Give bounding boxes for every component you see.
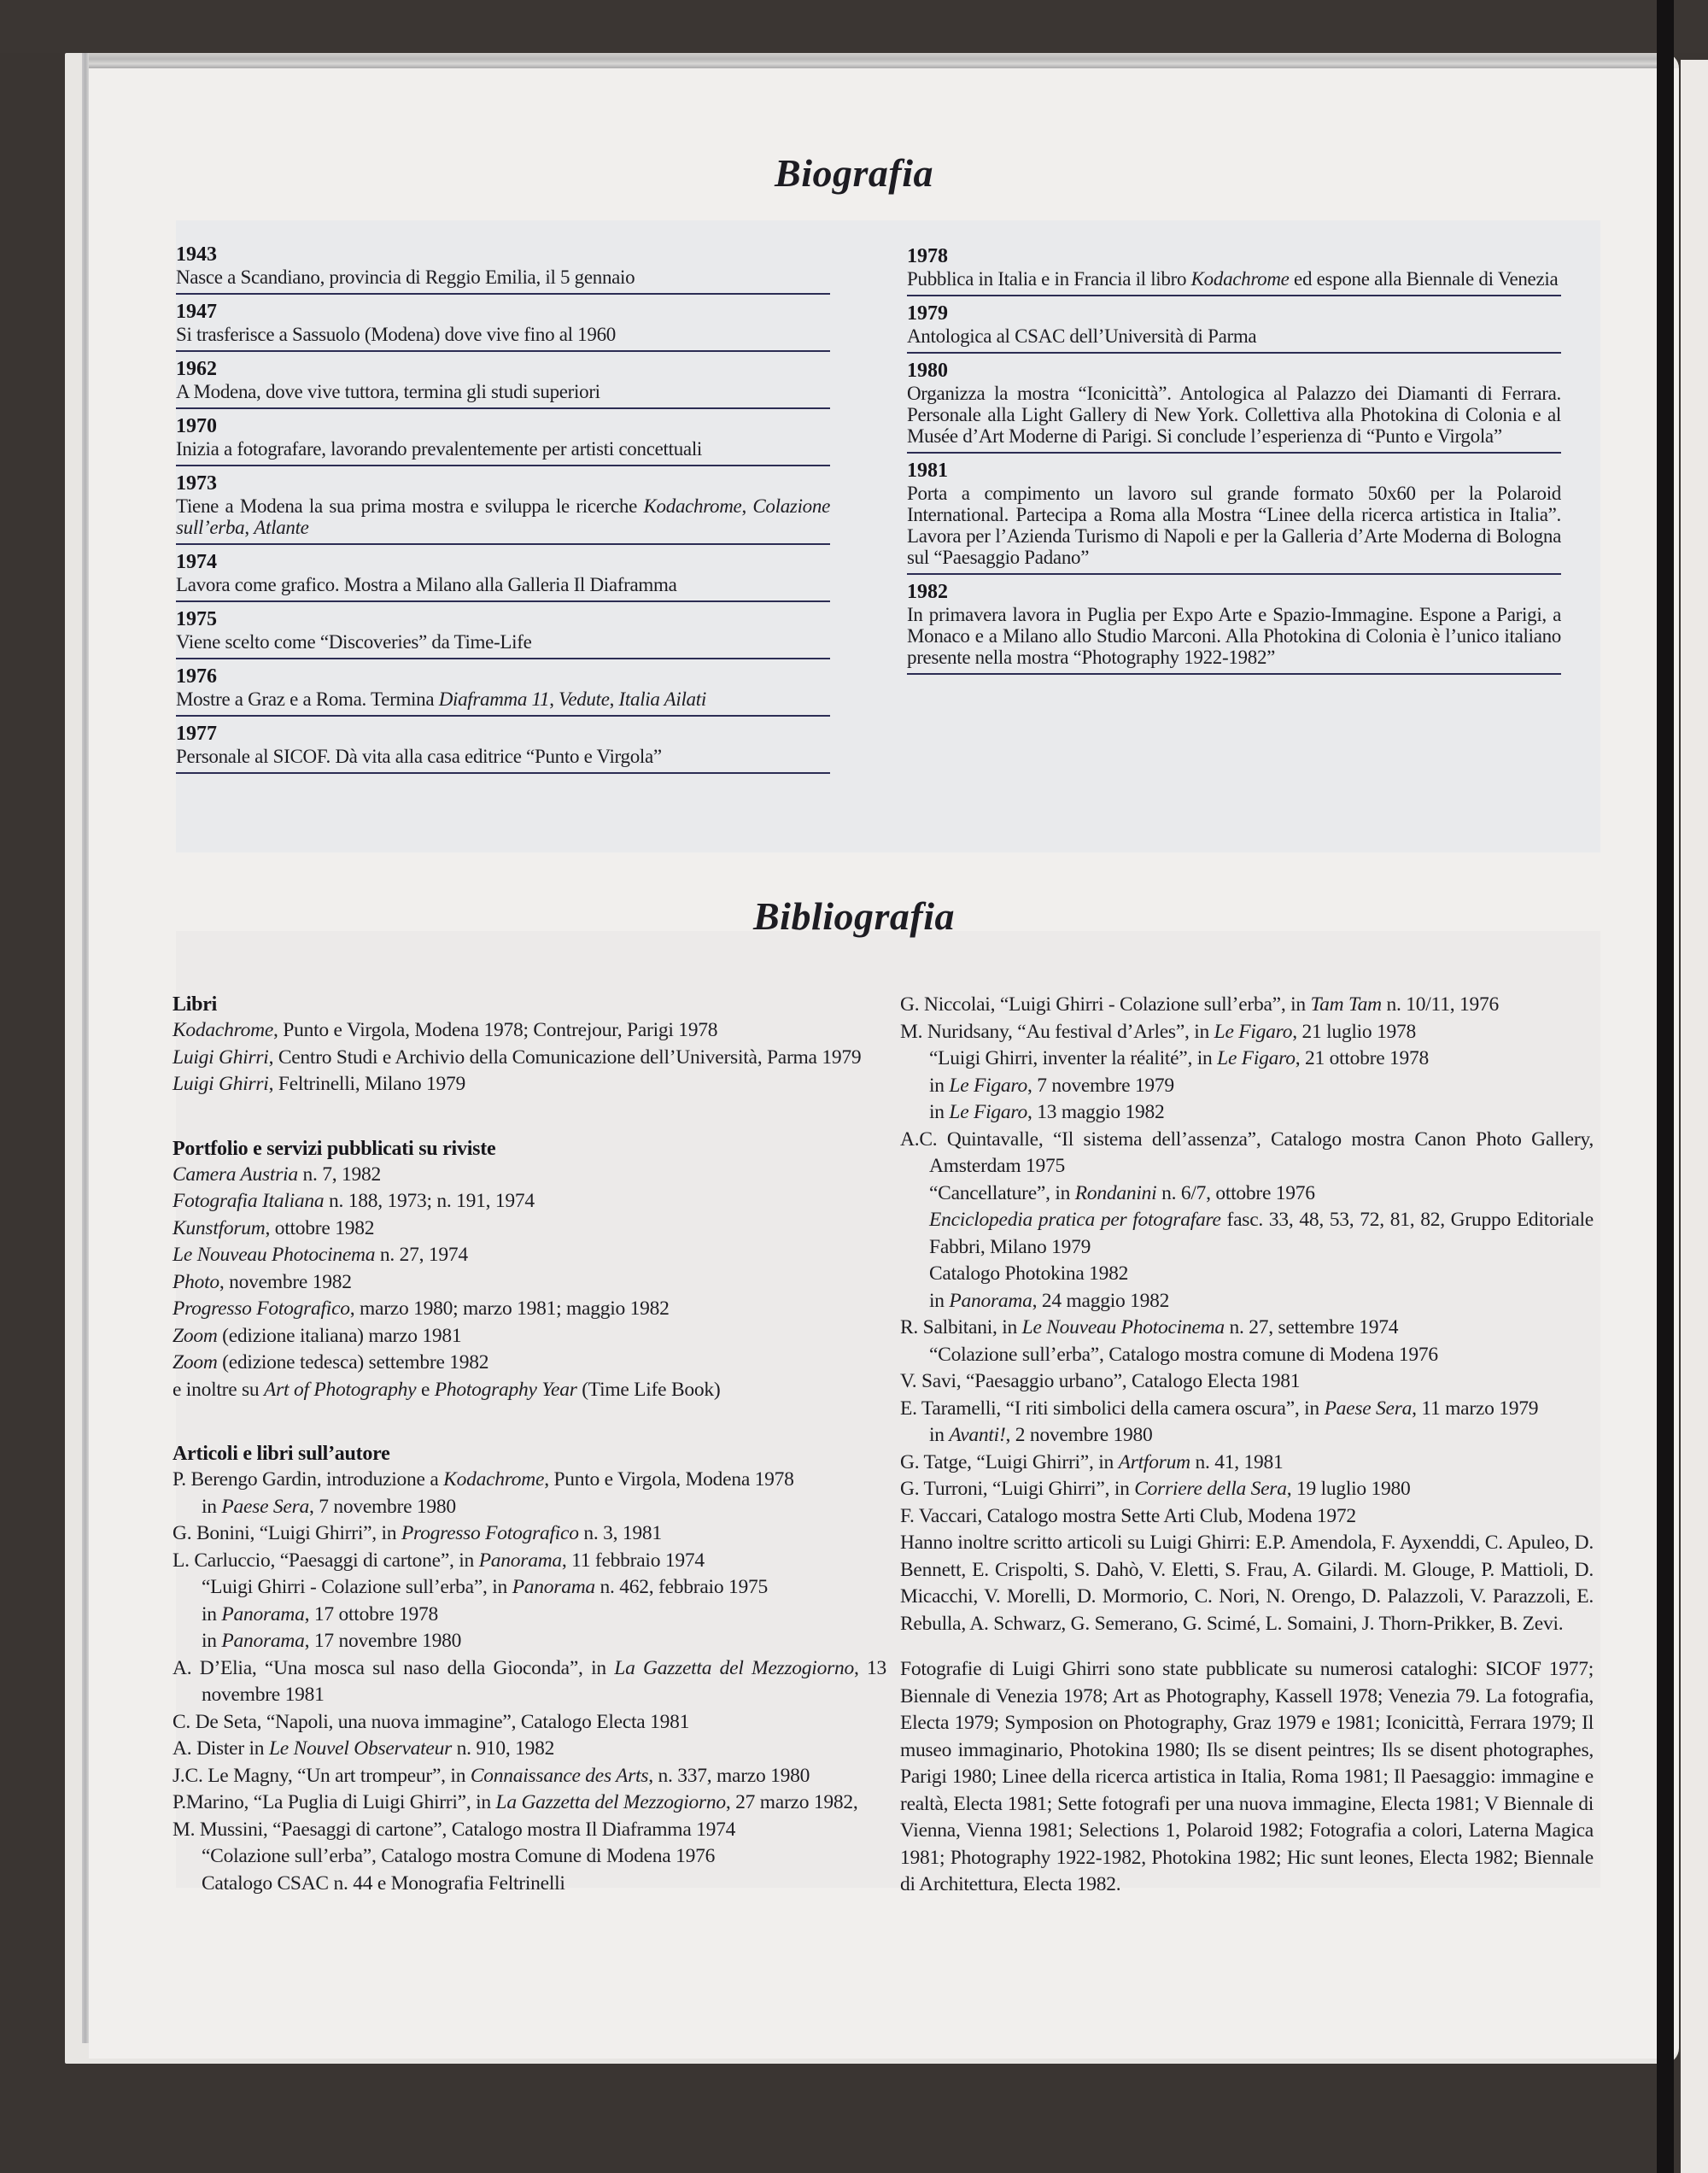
bio-description bbox=[907, 383, 1561, 447]
text-run: , 11 marzo 1979 bbox=[1412, 1397, 1539, 1420]
italic-title: Progresso Fotografico bbox=[173, 1297, 350, 1320]
text-run: A. D’Elia, “Una mosca sul naso della Gioconda”, in bbox=[173, 1656, 615, 1679]
bib-sub-entry bbox=[900, 1261, 1594, 1288]
italic-title: Kodachrome bbox=[443, 1468, 545, 1491]
bio-description bbox=[907, 268, 1561, 290]
italic-title: Paese Sera bbox=[1324, 1397, 1413, 1420]
italic-title: Le Figaro bbox=[949, 1101, 1027, 1123]
text-run: Catalogo Photokina 1982 bbox=[929, 1262, 1129, 1285]
italic-title: Kodachrome bbox=[173, 1019, 274, 1041]
bio-year: 1970 bbox=[176, 415, 217, 437]
bio-description bbox=[176, 574, 830, 595]
bib-entry bbox=[173, 1242, 886, 1269]
italic-title: Le Nouvel Observateur bbox=[268, 1737, 452, 1760]
page-stack-left bbox=[82, 53, 89, 2043]
text-run: G. Tatge, “Luigi Ghirri”, in bbox=[900, 1450, 1119, 1473]
bib-sub-entry bbox=[900, 1073, 1594, 1100]
italic-title: Le Nouveau Photocinema bbox=[173, 1244, 376, 1266]
italic-title: La Gazzetta del Mezzogiorno bbox=[495, 1791, 726, 1813]
bio-entry-1975 bbox=[176, 607, 830, 659]
italic-title: Photo bbox=[173, 1270, 219, 1293]
italic-title: Le Figaro bbox=[1217, 1047, 1296, 1069]
bio-entry-1947 bbox=[176, 300, 830, 352]
italic-title: Le Figaro bbox=[1214, 1020, 1293, 1043]
text-run: Fotografie di Luigi Ghirri sono state pubblicate su numerosi cataloghi: SICOF 1977; Biennale di Venezia 1978; Art as Photography, Kassell 1978; Venezia 79. La fotografia, Electa 1979; Symposion on Photography, Graz 1979 e 1981; Iconicittà, Ferrara 1979; Il museo immaginario, Photokina 1980; Ils se disent peintres; Ils se disent photographes, Parigi 1980; Linee della ricerca artistica in Italia, Roma 1981; Il Paesaggio: immagine e realtà, Electa 1981; Sette fotografi per una nuova immagine, Electa 1981; V Biennale di Vienna, Vienna 1981; Selections 1, Polaroid 1982; Fotografia a colori, Laterna Magica 1981; Photography 1922-1982, Photokina 1982; Hic sunt leones, Electa 1982; Biennale di Architettura, Electa 1982. bbox=[900, 1658, 1594, 1895]
facing-page-edge bbox=[1681, 60, 1708, 2173]
text-run: Nasce a Scandiano, provincia di Reggio Emilia, il 5 gennaio bbox=[176, 266, 635, 288]
bio-year: 1943 bbox=[176, 243, 217, 266]
text-run: , 21 ottobre 1978 bbox=[1295, 1047, 1430, 1069]
text-run: in bbox=[929, 1424, 950, 1446]
italic-title: Le Figaro bbox=[949, 1074, 1027, 1097]
bio-year: 1979 bbox=[907, 302, 948, 325]
bib-entry bbox=[173, 1350, 886, 1377]
bib-entry bbox=[900, 1315, 1594, 1342]
bio-description bbox=[176, 324, 830, 345]
text-run: , bbox=[244, 517, 254, 538]
italic-title: Kodachrome bbox=[1190, 268, 1290, 290]
text-run: ed espone alla Biennale di Venezia bbox=[1289, 268, 1559, 290]
text-run: , Centro Studi e Archivio della Comunicazione dell’Università, Parma 1979 bbox=[268, 1046, 862, 1069]
bib-entry bbox=[900, 1019, 1594, 1046]
italic-title: Fotografia Italiana bbox=[173, 1190, 325, 1212]
biografia-right-column bbox=[907, 244, 1561, 680]
text-run: , n. 337, marzo 1980 bbox=[648, 1764, 810, 1787]
text-run: n. 7, 1982 bbox=[297, 1163, 381, 1186]
bib-paragraph bbox=[900, 1656, 1594, 1899]
italic-title: Panorama bbox=[512, 1576, 595, 1598]
text-run: E. Taramelli, “I riti simbolici della camera oscura”, in bbox=[900, 1397, 1325, 1420]
bib-entry bbox=[900, 1396, 1594, 1423]
text-run: (Time Life Book) bbox=[576, 1378, 721, 1401]
bio-description bbox=[176, 631, 830, 653]
italic-title: Artforum bbox=[1118, 1450, 1190, 1473]
text-run: Pubblica in Italia e in Francia il libro bbox=[907, 268, 1191, 290]
biografia-left-column bbox=[176, 243, 830, 779]
text-run: F. Vaccari, Catalogo mostra Sette Arti Club, Modena 1972 bbox=[900, 1504, 1356, 1527]
text-run: V. Savi, “Paesaggio urbano”, Catalogo Electa 1981 bbox=[900, 1370, 1301, 1392]
bib-sub-entry bbox=[900, 1099, 1594, 1127]
text-run: Personale al SICOF. Dà vita alla casa editrice “Punto e Virgola” bbox=[176, 746, 662, 767]
spacer bbox=[173, 1098, 886, 1136]
bib-sub-entry bbox=[900, 1180, 1594, 1208]
text-run: A.C. Quintavalle, “Il sistema dell’assenza”, Catalogo mostra Canon Photo Gallery, Amsterdam 1975 bbox=[900, 1128, 1594, 1177]
text-run: Hanno inoltre scritto articoli su Luigi Ghirri: E.P. Amendola, F. Ayxenddi, C. Apuleo, D. Bennett, E. Crispolti, S. Dahò, V. Eletti, S. Frau, A. Gilardi. M. Glouge, P. Mattioli, D. Micacchi, V. Morelli, D. Mormorio, C. Nori, N. Orengo, D. Palazzoli, V. Parazzoli, E. Rebulla, A. Schwarz, G. Semerano, G. Scimé, L. Somaini, J. Thorn-Prikker, B. Zevi. bbox=[900, 1532, 1594, 1635]
text-run: , Punto e Virgola, Modena 1978; Contrejour, Parigi 1978 bbox=[273, 1019, 718, 1041]
text-run: , 13 maggio 1982 bbox=[1027, 1101, 1165, 1123]
bib-entry bbox=[173, 1520, 886, 1548]
bib-entry bbox=[173, 1188, 886, 1215]
bib-entry bbox=[173, 1269, 886, 1297]
biografia-title: Biografia bbox=[775, 151, 933, 195]
bib-sub-entry bbox=[173, 1602, 886, 1629]
text-run: fasc. 33, 48, 53, 72, 81, 82, Gruppo Editoriale Fabbri, Milano 1979 bbox=[929, 1209, 1594, 1258]
text-run: n. 41, 1981 bbox=[1190, 1450, 1284, 1473]
text-run: n. 462, febbraio 1975 bbox=[594, 1576, 768, 1598]
bib-sub-entry bbox=[173, 1843, 886, 1871]
text-run: Porta a compimento un lavoro sul grande formato 50x60 per la Polaroid International. Partecipa a Roma alla Mostra “Linee della ricerca artistica in Italia”. Lavora per l’Azienda Turismo di Napoli e per la Galleria d’Arte Moderna di Bologna sul “Paesaggio Padano” bbox=[907, 483, 1561, 568]
bib-entry bbox=[173, 1215, 886, 1243]
bib-entry bbox=[173, 1296, 886, 1323]
text-run: “Colazione sull’erba”, Catalogo mostra Comune di Modena 1976 bbox=[202, 1845, 716, 1867]
page-stack-top bbox=[82, 53, 1670, 68]
bib-sub-entry bbox=[900, 1046, 1594, 1073]
text-run: n. 6/7, ottobre 1976 bbox=[1156, 1181, 1315, 1204]
bib-sub-entry bbox=[900, 1342, 1594, 1369]
italic-title: Atlante bbox=[254, 517, 309, 538]
text-run: n. 188, 1973; n. 191, 1974 bbox=[324, 1190, 535, 1212]
bib-sub-entry bbox=[173, 1628, 886, 1655]
text-run: A. Dister in bbox=[173, 1737, 269, 1760]
italic-title: Connaissance des Arts bbox=[470, 1764, 649, 1787]
text-run: “Luigi Ghirri, inventer la réalité”, in bbox=[929, 1047, 1218, 1069]
text-run: e bbox=[416, 1378, 435, 1401]
bib-entry bbox=[173, 1789, 886, 1817]
text-run: (edizione italiana) marzo 1981 bbox=[217, 1324, 462, 1347]
text-run: , bbox=[609, 688, 619, 710]
text-run: G. Niccolai, “Luigi Ghirri - Colazione sull’erba”, in bbox=[900, 993, 1311, 1016]
bio-description bbox=[176, 438, 830, 460]
text-run: R. Salbitani, in bbox=[900, 1316, 1022, 1338]
bib-entry bbox=[173, 1817, 886, 1844]
text-run: “Luigi Ghirri - Colazione sull’erba”, in bbox=[202, 1576, 512, 1598]
bio-entry-1943 bbox=[176, 243, 830, 295]
text-run: Antologica al CSAC dell’Università di Parma bbox=[907, 325, 1257, 347]
text-run: Organizza la mostra “Iconicittà”. Antologica al Palazzo dei Diamanti di Ferrara. Personale alla Light Gallery di New York. Collettiva alla Photokina di Colonia e al Musée d’Art Moderne di Parigi. Si conclude l’esperienza di “Punto e Virgola” bbox=[907, 383, 1561, 447]
italic-title: Panorama bbox=[221, 1630, 305, 1652]
text-run: “Cancellature”, in bbox=[929, 1181, 1075, 1204]
italic-title: Kodachrome bbox=[643, 495, 742, 517]
bib-entry bbox=[173, 1709, 886, 1737]
bib-sub-entry bbox=[173, 1494, 886, 1521]
bib-entry bbox=[900, 992, 1594, 1019]
bib-entry bbox=[173, 1736, 886, 1763]
bib-entry bbox=[173, 1071, 886, 1098]
italic-title: Corriere della Sera bbox=[1134, 1478, 1287, 1500]
italic-title: Zoom bbox=[173, 1351, 218, 1374]
bio-year: 1977 bbox=[176, 723, 217, 745]
text-run: in bbox=[929, 1101, 950, 1123]
text-run: n. 27, 1974 bbox=[375, 1244, 468, 1266]
bio-year: 1981 bbox=[907, 460, 948, 482]
text-run: , marzo 1980; marzo 1981; maggio 1982 bbox=[349, 1297, 670, 1320]
bib-entry bbox=[173, 1655, 886, 1709]
text-run: , novembre 1982 bbox=[219, 1270, 352, 1293]
text-run: , 24 maggio 1982 bbox=[1032, 1289, 1170, 1312]
scan-background bbox=[0, 0, 1708, 53]
italic-title: Camera Austria bbox=[173, 1163, 298, 1186]
text-run: , 19 luglio 1980 bbox=[1286, 1478, 1411, 1500]
italic-title: Rondanini bbox=[1074, 1181, 1157, 1204]
text-run: n. 10/11, 1976 bbox=[1381, 993, 1499, 1016]
spacer bbox=[173, 1403, 886, 1441]
bio-entry-1977 bbox=[176, 722, 830, 774]
italic-title: Panorama bbox=[949, 1289, 1032, 1312]
italic-title: Panorama bbox=[221, 1602, 305, 1625]
bib-entry bbox=[173, 1467, 886, 1494]
text-run: In primavera lavora in Puglia per Expo Arte e Spazio-Immagine. Espone a Parigi, a Monaco e a Milano allo Studio Marconi. Alla Photokina di Colonia è l’unico italiano presente nella mostra “Photography 1922-1982” bbox=[907, 604, 1561, 668]
bio-entry-1970 bbox=[176, 414, 830, 466]
italic-title: Avanti! bbox=[949, 1424, 1006, 1446]
bib-section-heading: Portfolio e servizi pubblicati su riviste bbox=[173, 1137, 496, 1160]
italic-title: Paese Sera bbox=[221, 1495, 309, 1518]
text-run: in bbox=[202, 1495, 222, 1518]
text-run: J.C. Le Magny, “Un art trompeur”, in bbox=[173, 1764, 471, 1787]
text-run: P.Marino, “La Puglia di Luigi Ghirri”, in bbox=[173, 1791, 496, 1813]
italic-title: Tam Tam bbox=[1310, 993, 1382, 1016]
italic-title: Luigi Ghirri bbox=[173, 1046, 269, 1069]
italic-title: Le Nouveau Photocinema bbox=[1021, 1316, 1225, 1338]
bib-section-heading: Libri bbox=[173, 993, 218, 1016]
bib-entry bbox=[900, 1503, 1594, 1531]
text-run: n. 910, 1982 bbox=[451, 1737, 555, 1760]
bio-year: 1962 bbox=[176, 358, 217, 380]
bio-description bbox=[907, 604, 1561, 668]
bio-description bbox=[907, 325, 1561, 347]
text-run: , Feltrinelli, Milano 1979 bbox=[268, 1073, 466, 1095]
text-run: Viene scelto come “Discoveries” da Time-Life bbox=[176, 631, 532, 653]
text-run: , 21 luglio 1978 bbox=[1292, 1020, 1417, 1043]
bio-entry-1974 bbox=[176, 550, 830, 602]
bib-entry bbox=[173, 1548, 886, 1575]
bio-year: 1980 bbox=[907, 360, 948, 382]
bib-entry bbox=[900, 1127, 1594, 1180]
bio-year: 1982 bbox=[907, 581, 948, 603]
text-run: , bbox=[741, 495, 753, 517]
bib-sub-entry bbox=[900, 1288, 1594, 1315]
bio-entry-1980 bbox=[907, 359, 1561, 454]
bib-entry bbox=[173, 1763, 886, 1790]
text-run: , bbox=[549, 688, 559, 710]
text-run: e inoltre su bbox=[173, 1378, 265, 1401]
spacer bbox=[900, 1637, 1594, 1656]
bio-year: 1978 bbox=[907, 245, 948, 267]
text-run: , ottobre 1982 bbox=[265, 1216, 375, 1239]
text-run: , 7 novembre 1980 bbox=[308, 1495, 456, 1518]
italic-title: Colazione sull’erba bbox=[176, 495, 830, 538]
bib-entry bbox=[900, 1476, 1594, 1503]
text-run: , 17 novembre 1980 bbox=[304, 1630, 462, 1652]
italic-title: Progresso Fotografico bbox=[401, 1522, 579, 1544]
text-run: in bbox=[202, 1602, 222, 1625]
text-run: “Colazione sull’erba”, Catalogo mostra comune di Modena 1976 bbox=[929, 1343, 1438, 1366]
bib-sub-entry bbox=[173, 1574, 886, 1602]
italic-title: Enciclopedia pratica per fotografare bbox=[929, 1209, 1221, 1231]
bio-year: 1976 bbox=[176, 665, 217, 688]
bio-entry-1973 bbox=[176, 472, 830, 545]
text-run: in bbox=[202, 1630, 222, 1652]
bib-entry bbox=[173, 1045, 886, 1072]
bio-description bbox=[176, 266, 830, 288]
bio-year: 1975 bbox=[176, 608, 217, 630]
text-run: , 13 novembre 1981 bbox=[202, 1656, 886, 1706]
bib-entry bbox=[173, 1323, 886, 1350]
bio-year: 1974 bbox=[176, 551, 217, 573]
text-run: in bbox=[929, 1289, 950, 1312]
bio-entry-1976 bbox=[176, 665, 830, 717]
italic-title: Kunstforum bbox=[173, 1216, 266, 1239]
text-run: Lavora come grafico. Mostra a Milano alla Galleria Il Diaframma bbox=[176, 574, 677, 595]
bib-sub-entry bbox=[173, 1871, 886, 1898]
text-run: C. De Seta, “Napoli, una nuova immagine”, Catalogo Electa 1981 bbox=[173, 1710, 690, 1733]
italic-title: Vedute bbox=[559, 688, 610, 710]
bio-year: 1973 bbox=[176, 472, 217, 495]
italic-title: Art of Photography bbox=[264, 1378, 417, 1401]
text-run: Inizia a fotografare, lavorando prevalentemente per artisti concettuali bbox=[176, 438, 702, 460]
bib-section-heading: Articoli e libri sull’autore bbox=[173, 1443, 390, 1465]
bio-description bbox=[176, 495, 830, 538]
text-run: n. 3, 1981 bbox=[578, 1522, 662, 1544]
bio-entry-1962 bbox=[176, 357, 830, 409]
bio-entry-1979 bbox=[907, 302, 1561, 354]
bib-paragraph bbox=[900, 1530, 1594, 1637]
text-run: (edizione tedesca) settembre 1982 bbox=[217, 1351, 489, 1374]
bib-entry bbox=[173, 1017, 886, 1045]
text-run: , 11 febbraio 1974 bbox=[561, 1549, 705, 1572]
bio-entry-1981 bbox=[907, 459, 1561, 575]
text-run: A Modena, dove vive tuttora, termina gli studi superiori bbox=[176, 381, 600, 402]
text-run: n. 27, settembre 1974 bbox=[1224, 1316, 1399, 1338]
text-run: Tiene a Modena la sua prima mostra e sviluppa le ricerche bbox=[176, 495, 644, 517]
text-run: P. Berengo Gardin, introduzione a bbox=[173, 1468, 444, 1491]
text-run: , Punto e Virgola, Modena 1978 bbox=[544, 1468, 794, 1491]
bib-entry bbox=[173, 1377, 886, 1404]
text-run: M. Nuridsany, “Au festival d’Arles”, in bbox=[900, 1020, 1214, 1043]
bio-description bbox=[176, 688, 830, 710]
text-run: in bbox=[929, 1074, 950, 1097]
text-run: , 7 novembre 1979 bbox=[1027, 1074, 1174, 1097]
text-run: , 27 marzo 1982, bbox=[725, 1791, 858, 1813]
bibliografia-left-column bbox=[173, 992, 886, 1897]
bio-description bbox=[176, 381, 830, 402]
bio-year: 1947 bbox=[176, 301, 217, 323]
bio-description bbox=[176, 746, 830, 767]
bio-entry-1982 bbox=[907, 580, 1561, 675]
book-spine bbox=[1657, 0, 1674, 2173]
text-run: , 17 ottobre 1978 bbox=[304, 1602, 438, 1625]
text-run: , 2 novembre 1980 bbox=[1005, 1424, 1153, 1446]
text-run: L. Carluccio, “Paesaggi di cartone”, in bbox=[173, 1549, 479, 1572]
bib-entry bbox=[900, 1368, 1594, 1396]
bio-description bbox=[907, 483, 1561, 568]
italic-title: La Gazzetta del Mezzogiorno bbox=[614, 1656, 854, 1679]
bio-entry-1978 bbox=[907, 244, 1561, 296]
bib-sub-entry bbox=[900, 1422, 1594, 1450]
italic-title: Photography Year bbox=[434, 1378, 577, 1401]
italic-title: Diaframma 11 bbox=[438, 688, 550, 710]
italic-title: Luigi Ghirri bbox=[173, 1073, 269, 1095]
text-run: G. Bonini, “Luigi Ghirri”, in bbox=[173, 1522, 401, 1544]
italic-title: Italia Ailati bbox=[618, 688, 706, 710]
text-run: Mostre a Graz e a Roma. Termina bbox=[176, 688, 439, 710]
italic-title: Panorama bbox=[478, 1549, 562, 1572]
bibliografia-right-column bbox=[900, 992, 1594, 1899]
bibliografia-title: Bibliografia bbox=[752, 894, 956, 938]
bib-entry bbox=[900, 1450, 1594, 1477]
text-run: G. Turroni, “Luigi Ghirri”, in bbox=[900, 1478, 1135, 1500]
text-run: M. Mussini, “Paesaggi di cartone”, Catalogo mostra Il Diaframma 1974 bbox=[173, 1818, 736, 1841]
text-run: Catalogo CSAC n. 44 e Monografia Feltrinelli bbox=[202, 1871, 565, 1895]
bib-sub-entry bbox=[900, 1207, 1594, 1261]
bib-entry bbox=[173, 1162, 886, 1189]
italic-title: Zoom bbox=[173, 1324, 218, 1347]
text-run: Si trasferisce a Sassuolo (Modena) dove vive fino al 1960 bbox=[176, 324, 616, 345]
